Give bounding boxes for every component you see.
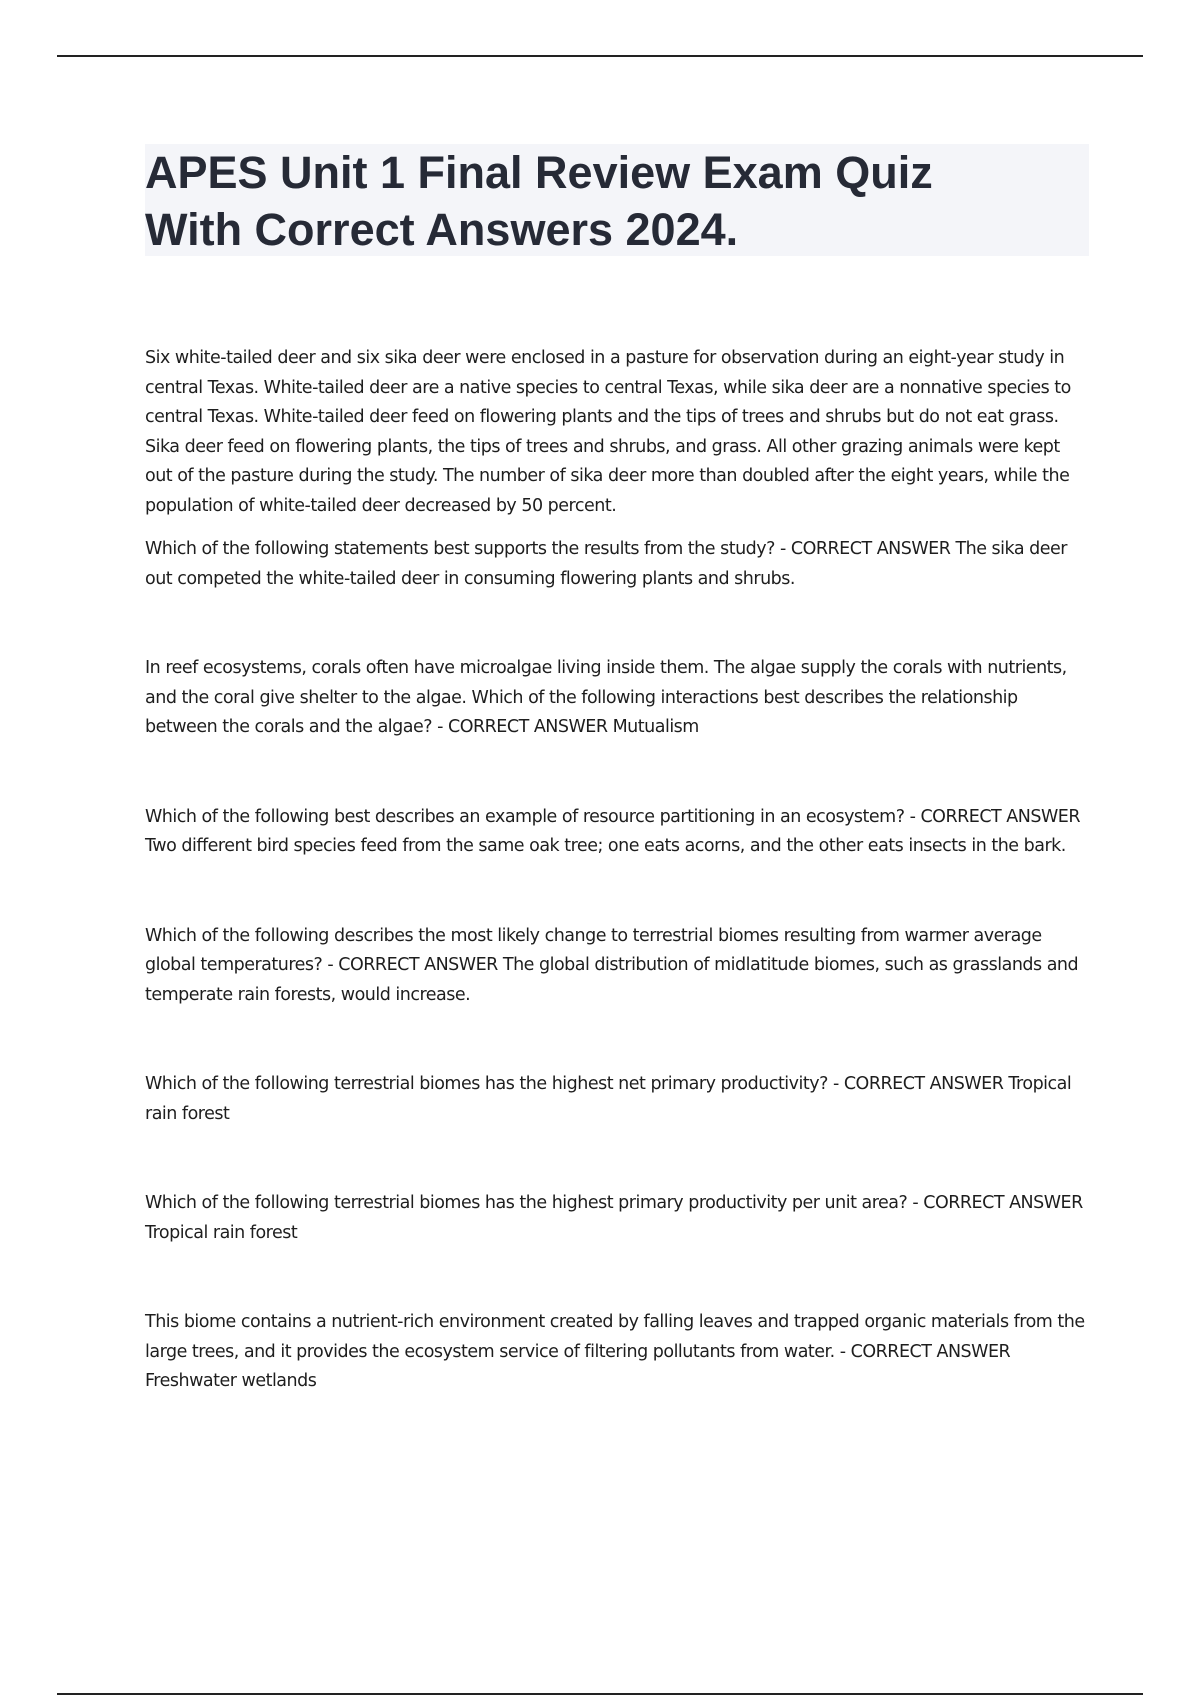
question-answer-item: Which of the following terrestrial biomes has the highest net primary productivity? - CORRECT ANSWER Tropical rain forest	[145, 1074, 1072, 1124]
question-answer-item: Which of the following statements best supports the results from the study? - CORRECT ANSWER The sika deer out competed the white-tailed deer in consuming flowering plants and shrubs.	[145, 539, 1067, 589]
footer-rule	[57, 1693, 1143, 1695]
question-answer-item: In reef ecosystems, corals often have microalgae living inside them. The algae supply the corals with nutrients, and the coral give shelter to the algae. Which of the following interactions best describes the relationship between the corals and the algae? - CORRECT ANSWER Mutualism	[145, 658, 1067, 737]
question-context-paragraph: Six white-tailed deer and six sika deer were enclosed in a pasture for observation during an eight-year study in central Texas. White-tailed deer are a native species to central Texas, while sika deer are a nonnative species to central Texas. White-tailed deer feed on flowering plants and the tips of trees and shrubs but do not eat grass. Sika deer feed on flowering plants, the tips of trees and shrubs, and grass. All other grazing animals were kept out of the pasture during the study. The number of sika deer more than doubled after the eight years, while the population of white-tailed deer decreased by 50 percent.	[145, 348, 1071, 516]
question-answer-item: Which of the following describes the most likely change to terrestrial biomes resulting from warmer average global temperatures? - CORRECT ANSWER The global distribution of midlatitude biomes, such as grasslands and temperate rain forests, would increase.	[145, 925, 1079, 1005]
header-rule	[57, 55, 1143, 57]
question-answer-item: Which of the following terrestrial biomes has the highest primary productivity per unit area? - CORRECT ANSWER Tropical rain forest	[145, 1193, 1083, 1243]
document-title: APES Unit 1 Final Review Exam Quiz With Correct Answers 2024.	[145, 147, 933, 255]
question-answer-item: This biome contains a nutrient-rich environment created by falling leaves and trapped organic materials from the large trees, and it provides the ecosystem service of filtering pollutants from water. - CORRECT ANSWER Freshwater wetlands	[145, 1312, 1085, 1391]
title-block	[145, 144, 1089, 256]
document-body	[145, 344, 1090, 1397]
question-answer-item: Which of the following best describes an example of resource partitioning in an ecosystem? - CORRECT ANSWER Two different bird species feed from the same oak tree; one eats acorns, and the other eats insects in the bark.	[145, 806, 1080, 856]
